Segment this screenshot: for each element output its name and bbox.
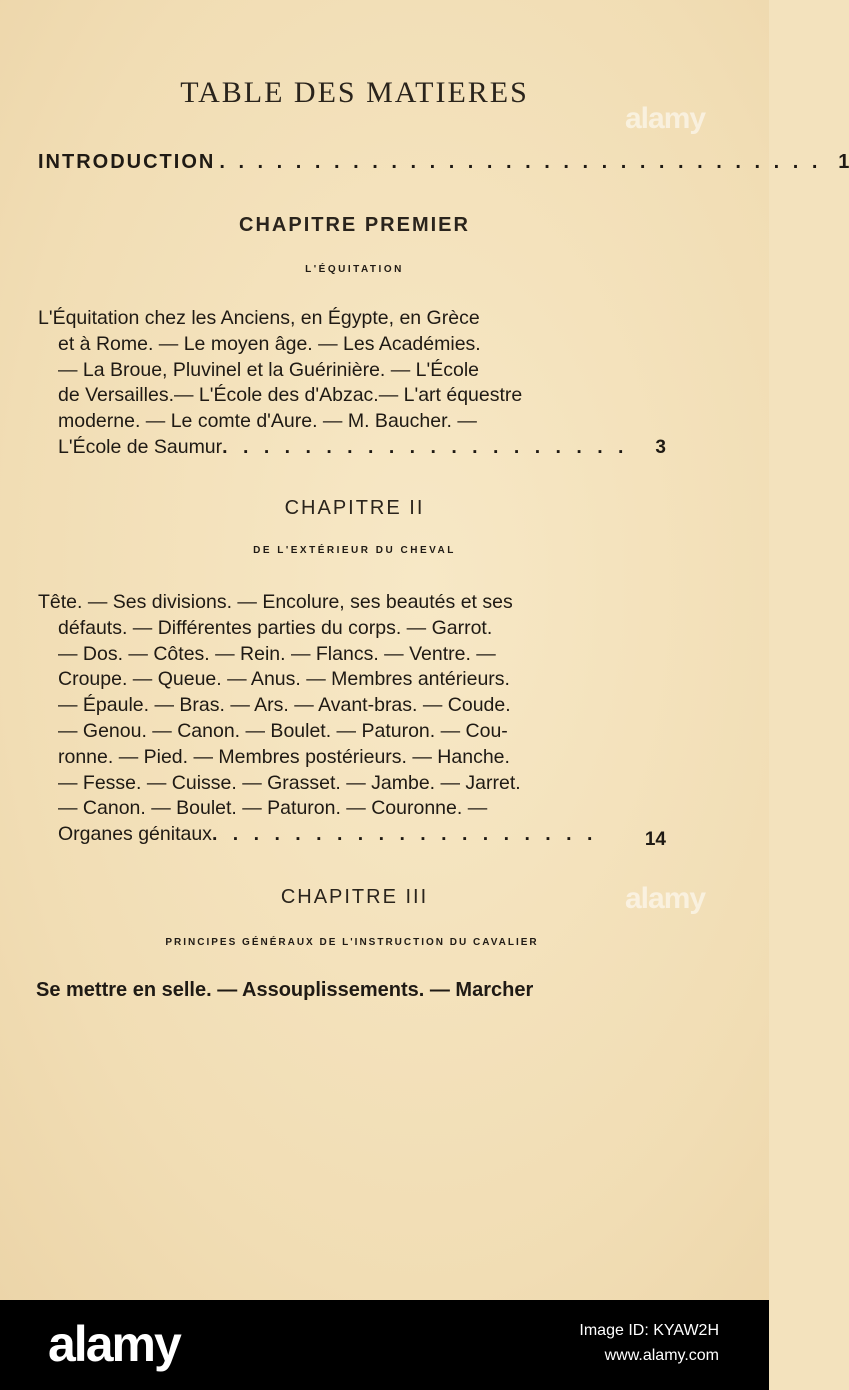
summary-line: — Fesse. — Cuisse. — Grasset. — Jambe. — Jarret. — [58, 771, 521, 794]
summary-line: Croupe. — Queue. — Anus. — Membres antérieurs. — [58, 668, 510, 691]
stock-footer-bar — [0, 1300, 769, 1390]
watermark: alamy — [625, 882, 706, 915]
summary-line: Tête. — Ses divisions. — Encolure, ses beautés et ses — [38, 591, 513, 613]
chapter-subtitle: DE L'EXTÉRIEUR DU CHEVAL — [253, 545, 456, 556]
summary-line: de Versailles.— L'École des d'Abzac.— L'art équestre — [58, 384, 523, 407]
chapter-summary — [38, 306, 629, 461]
summary-line-text: L'École de Saumur — [58, 435, 223, 458]
summary-line: et à Rome. — Le moyen âge. — Les Académies. — [58, 332, 481, 355]
summary-line: Se mettre en selle. — Assouplissements. — Marcher — [36, 979, 534, 1001]
chapter-heading: CHAPITRE PREMIER — [239, 214, 470, 236]
toc-entry-label: INTRODUCTION — [38, 151, 216, 173]
chapter-subtitle: L'ÉQUITATION — [305, 264, 404, 275]
image-id: Image ID: KYAW2H — [579, 1322, 719, 1339]
page-title: TABLE DES MATIERES — [180, 76, 529, 109]
summary-line: — Épaule. — Bras. — Ars. — Avant-bras. — Coude. — [58, 694, 511, 717]
toc-page-number: 1 — [838, 151, 849, 173]
toc-page-number: 3 — [655, 437, 666, 458]
summary-line-last — [38, 435, 629, 461]
summary-line: L'Équitation chez les Anciens, en Égypte, en Grèce — [38, 307, 480, 329]
summary-line: moderne. — Le comte d'Aure. — M. Baucher. — — [58, 410, 477, 433]
dot-leader: . . . . . . . . . . . . . . . . . . . — [211, 823, 598, 846]
summary-line-last — [38, 822, 618, 848]
dot-leader: . . . . . . . . . . . . . . . . . . . . . . . . . . . . . . . . — [219, 151, 822, 173]
summary-line-text: Organes génitaux — [58, 823, 212, 846]
chapter-heading: CHAPITRE II — [284, 497, 425, 519]
toc-entry-introduction — [38, 151, 849, 181]
summary-line: ronne. — Pied. — Membres postérieurs. — Hanche. — [58, 745, 510, 768]
site-url: www.alamy.com — [604, 1347, 719, 1364]
chapter-summary — [38, 590, 618, 848]
watermark: alamy — [625, 102, 706, 135]
summary-line: — Genou. — Canon. — Boulet. — Paturon. — Cou- — [58, 719, 508, 742]
toc-page-number: 14 — [644, 829, 666, 850]
dot-leader: . . . . . . . . . . . . . . . . . . . . — [222, 435, 629, 458]
summary-line: défauts. — Différentes parties du corps. — Garrot. — [58, 616, 493, 639]
summary-line: — La Broue, Pluvinel et la Guérinière. — L'École — [58, 358, 480, 381]
chapter-heading: CHAPITRE III — [280, 886, 429, 908]
summary-line: — Dos. — Côtes. — Rein. — Flancs. — Ventre. — — [58, 642, 496, 665]
summary-line: — Canon. — Boulet. — Paturon. — Couronne. — — [58, 797, 488, 820]
chapter-subtitle: PRINCIPES GÉNÉRAUX DE L'INSTRUCTION DU CAVALIER — [165, 937, 539, 948]
alamy-logo: alamy — [48, 1316, 180, 1372]
